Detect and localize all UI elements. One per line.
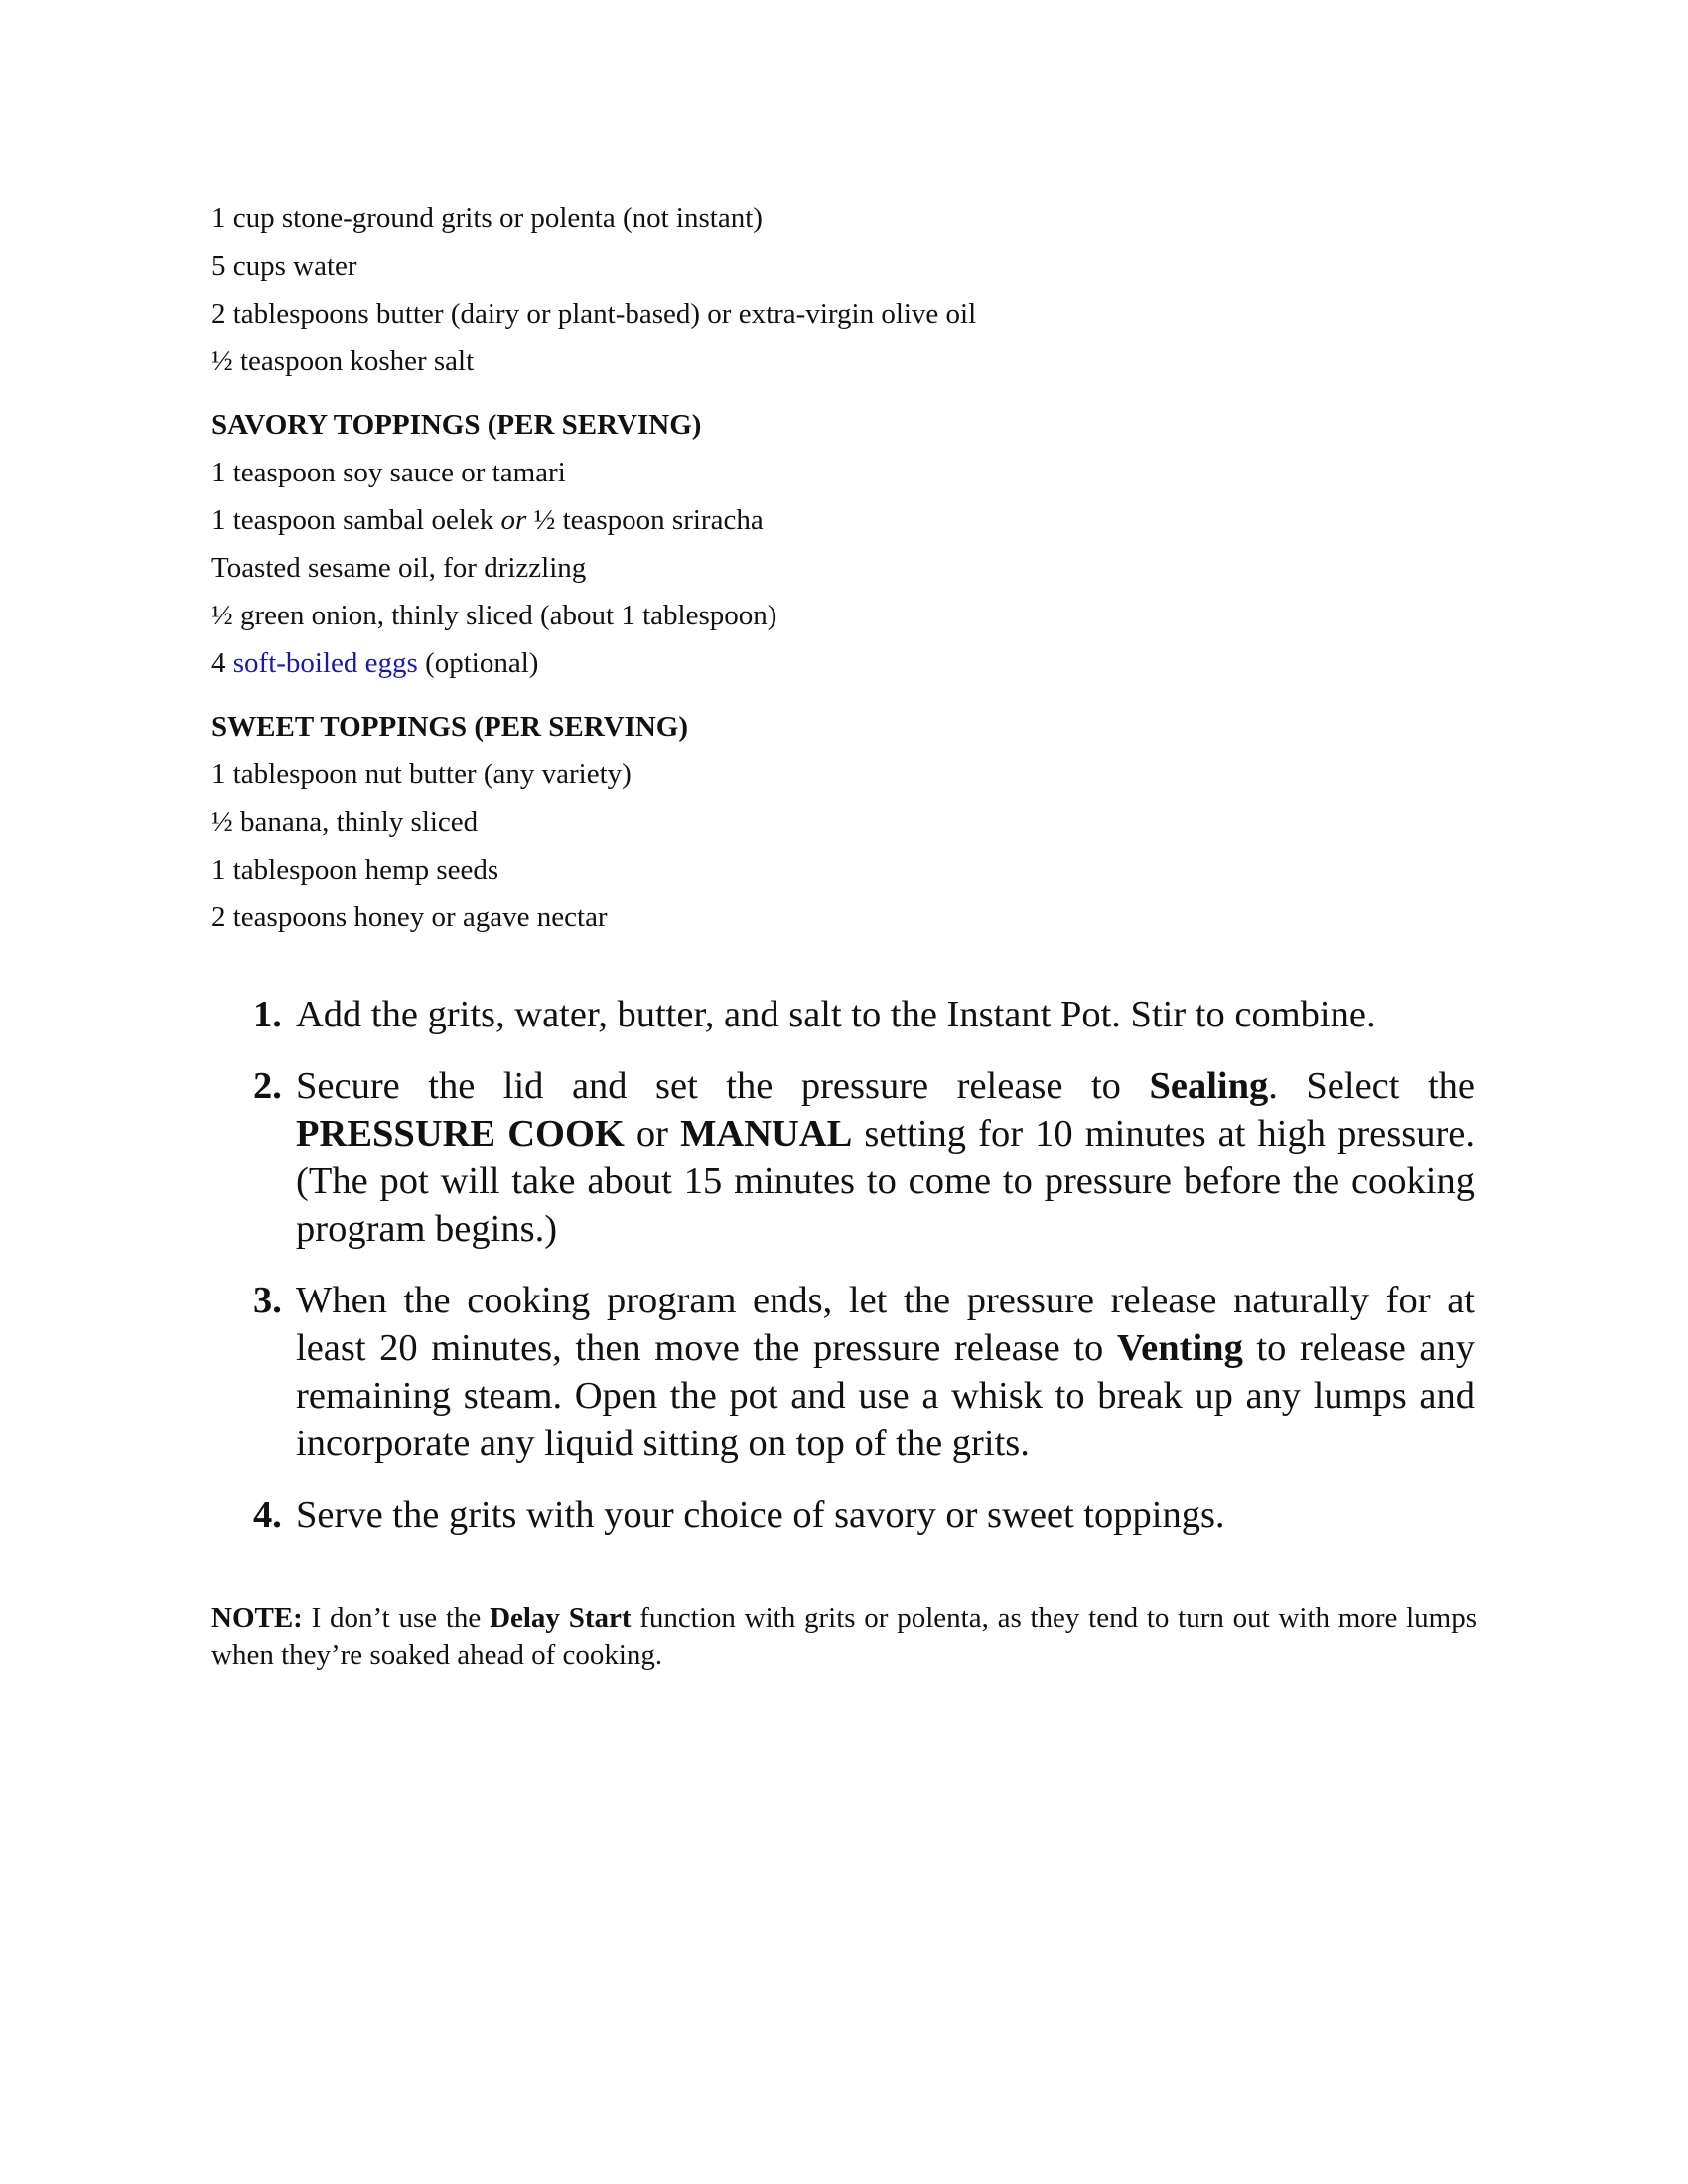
savory-item-eggs bbox=[211, 639, 1482, 687]
savory-item-sambal-a: 1 teaspoon sambal oelek bbox=[211, 504, 501, 536]
step-text: Add the grits, water, butter, and salt to the Instant Pot. Stir to combine. bbox=[296, 994, 1376, 1035]
ingredient-salt: ½ teaspoon kosher salt bbox=[211, 345, 475, 377]
step-number: 3. bbox=[253, 1280, 282, 1321]
savory-item-eggs-b: (optional) bbox=[417, 647, 539, 679]
step-number: 2. bbox=[253, 1065, 282, 1107]
delay-start-emphasis: Delay Start bbox=[490, 1602, 632, 1634]
savory-item-sambal-b: ½ teaspoon sriracha bbox=[526, 504, 764, 536]
note-paragraph bbox=[211, 1600, 1477, 1674]
note-text: function with grits or polenta, as they tend to turn out with more lumps when they’re soaked ahead of cooking. bbox=[211, 1602, 1477, 1671]
soft-boiled-eggs-link[interactable]: soft-boiled eggs bbox=[232, 647, 418, 679]
sweet-item-hemp-seeds: 1 tablespoon hemp seeds bbox=[211, 854, 499, 886]
step-text: Secure the lid and set the pressure release to bbox=[296, 1065, 1150, 1107]
step-number: 1. bbox=[253, 994, 282, 1035]
instructions-list bbox=[253, 991, 1475, 1563]
pressure-cook-emphasis: PRESSURE COOK bbox=[296, 1113, 625, 1155]
step-text: . Select the bbox=[1268, 1065, 1475, 1107]
manual-emphasis: MANUAL bbox=[680, 1113, 853, 1155]
step-4 bbox=[253, 1491, 1475, 1539]
sweet-item-banana: ½ banana, thinly sliced bbox=[211, 806, 479, 838]
savory-item-green-onion: ½ green onion, thinly sliced (about 1 tablespoon) bbox=[211, 600, 777, 631]
ingredient-butter: 2 tablespoons butter (dairy or plant-based) or extra-virgin olive oil bbox=[211, 298, 977, 330]
step-1 bbox=[253, 991, 1475, 1038]
savory-item-sambal-or: or bbox=[500, 504, 527, 536]
note-text: I don’t use the bbox=[302, 1602, 491, 1634]
ingredient-water: 5 cups water bbox=[211, 250, 357, 282]
step-text: or bbox=[624, 1113, 681, 1155]
ingredients-list bbox=[211, 195, 1482, 941]
sweet-toppings-heading: SWEET TOPPINGS (PER SERVING) bbox=[211, 711, 689, 743]
step-text: Serve the grits with your choice of savory or sweet toppings. bbox=[296, 1494, 1225, 1536]
savory-item-sambal bbox=[211, 496, 1482, 544]
sweet-item-honey: 2 teaspoons honey or agave nectar bbox=[211, 901, 608, 933]
step-text: setting for 10 minutes at high pressure. (The pot will take about 15 minutes to come to pressure before the cooking program begins.) bbox=[296, 1113, 1475, 1250]
sweet-item-nut-butter: 1 tablespoon nut butter (any variety) bbox=[211, 758, 632, 790]
note-label: NOTE: bbox=[211, 1602, 303, 1634]
ingredient-grits: 1 cup stone-ground grits or polenta (not instant) bbox=[211, 203, 763, 234]
step-text: When the cooking program ends, let the pressure release naturally for at least 20 minutes, then move the pressure release to bbox=[296, 1280, 1475, 1369]
savory-item-sesame-oil: Toasted sesame oil, for drizzling bbox=[211, 552, 587, 584]
savory-toppings-heading: SAVORY TOPPINGS (PER SERVING) bbox=[211, 409, 702, 441]
step-number: 4. bbox=[253, 1494, 282, 1536]
step-text: to release any remaining steam. Open the pot and use a whisk to break up any lumps and incorporate any liquid sitting on top of the grits. bbox=[296, 1327, 1475, 1464]
sealing-emphasis: Sealing bbox=[1149, 1065, 1269, 1107]
step-2 bbox=[253, 1062, 1475, 1253]
savory-item-soy: 1 teaspoon soy sauce or tamari bbox=[211, 457, 566, 488]
venting-emphasis: Venting bbox=[1116, 1327, 1243, 1369]
step-3 bbox=[253, 1277, 1475, 1467]
savory-item-eggs-a: 4 bbox=[211, 647, 233, 679]
